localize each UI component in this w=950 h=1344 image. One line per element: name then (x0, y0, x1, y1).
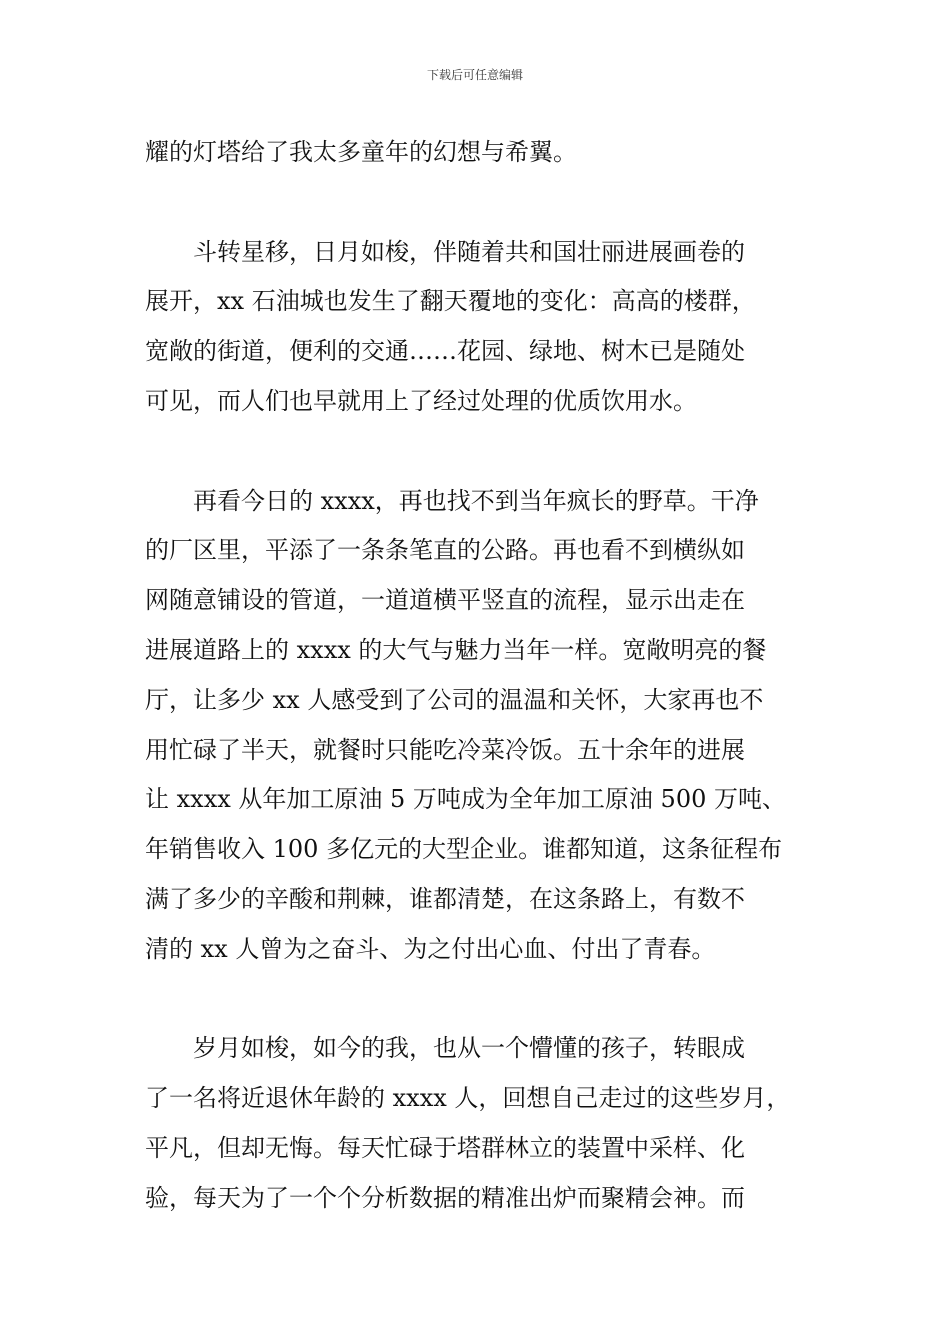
text-line: 了一名将近退休年龄的 xxxx 人，回想自己走过的这些岁月， (145, 1084, 791, 1113)
text-line: 展开，xx 石油城也发生了翻天覆地的变化：高高的楼群， (145, 287, 756, 316)
text-line: 让 xxxx 从年加工原油 5 万吨成为全年加工原油 500 万吨、 (145, 785, 786, 814)
text-line: 满了多少的辛酸和荆棘，谁都清楚，在这条路上，有数不 (145, 884, 745, 913)
paragraph-gap (145, 427, 813, 477)
text-line: 用忙碌了半天，就餐时只能吃冷菜冷饭。五十余年的进展 (145, 735, 745, 764)
text-line: 平凡，但却无悔。每天忙碌于塔群林立的装置中采样、化 (145, 1133, 745, 1162)
text-line: 年销售收入 100 多亿元的大型企业。谁都知道，这条征程布 (145, 835, 783, 864)
text-line: 宽敞的街道，便利的交通……花园、绿地、树木已是随处 (145, 337, 745, 366)
text-line: 厅，让多少 xx 人感受到了公司的温温和关怀，大家再也不 (145, 685, 764, 714)
paragraph-4 (145, 1024, 813, 1223)
text-line: 进展道路上的 xxxx 的大气与魅力当年一样。宽敞明亮的餐 (145, 635, 767, 664)
text-line: 斗转星移，日月如梭，伴随着共和国壮丽进展画卷的 (193, 237, 745, 266)
text-line: 验，每天为了一个个分析数据的精准出炉而聚精会神。而 (145, 1183, 745, 1212)
text-line: 岁月如梭，如今的我，也从一个懵懂的孩子，转眼成 (193, 1034, 745, 1063)
paragraph-gap (145, 975, 813, 1025)
paragraph-3 (145, 477, 813, 975)
text-line: 的厂区里，平添了一条条笔直的公路。再也看不到横纵如 (145, 536, 745, 565)
text-line: 耀的灯塔给了我太多童年的幻想与希翼。 (145, 138, 577, 166)
text-line: 网随意铺设的管道，一道道横平竖直的流程，显示出走在 (145, 586, 745, 615)
paragraph-2 (145, 228, 813, 427)
text-line: 可见，而人们也早就用上了经过处理的优质饮用水。 (145, 386, 697, 415)
document-body (145, 128, 813, 1224)
text-line: 再看今日的 xxxx，再也找不到当年疯长的野草。干净 (193, 486, 759, 515)
page-header: 下载后可任意编辑 (426, 68, 523, 82)
paragraph-gap (145, 178, 813, 228)
paragraph-1 (145, 128, 813, 178)
text-line: 清的 xx 人曾为之奋斗、为之付出心血、付出了青春。 (145, 934, 716, 963)
